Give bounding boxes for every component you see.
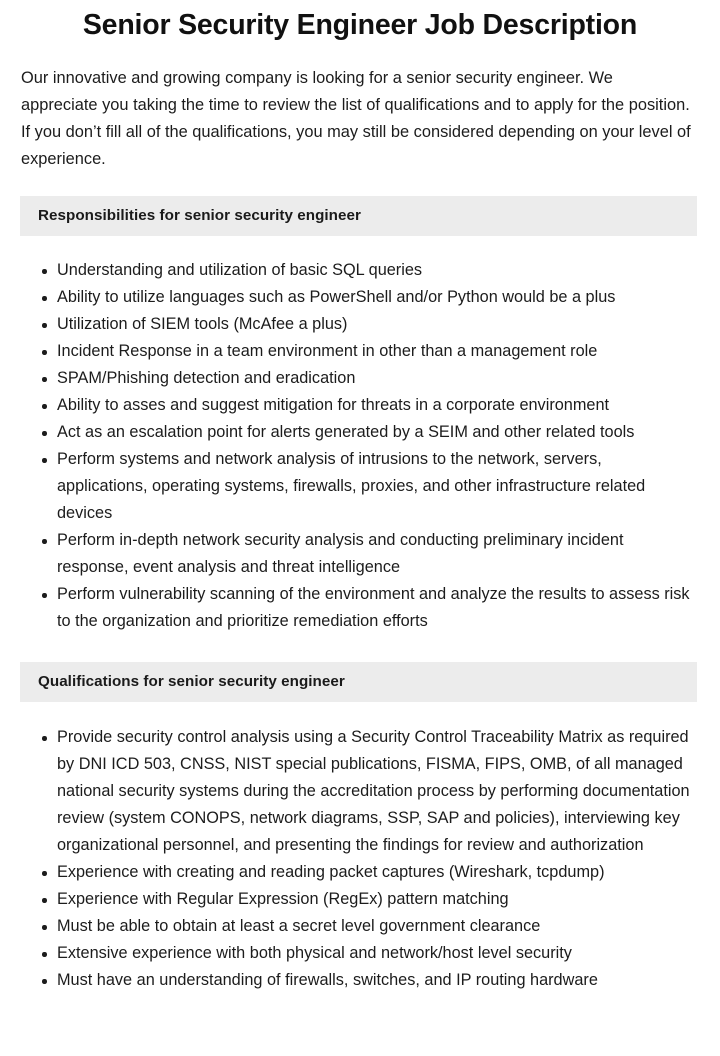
spacer-before-responsibilities — [0, 173, 720, 196]
section-header-wrap-responsibilities — [0, 196, 720, 236]
list-item: Ability to asses and suggest mitigation for threats in a corporate environment — [0, 392, 720, 419]
list-item: Provide security control analysis using a Security Control Traceability Matrix as required by DNI ICD 503, CNSS, NIST special publications, FISMA, FIPS, OMB, of all managed national security systems during the accreditation process by performing documentation review (system CONOPS, network diagrams, SSP, SAP and policies), interviewing key organizational personnel, and presenting the findings for review and authorization — [0, 724, 720, 859]
list-item: Experience with creating and reading packet captures (Wireshark, tcpdump) — [0, 859, 720, 886]
list-item: Incident Response in a team environment in other than a management role — [0, 338, 720, 365]
section-heading-label: Responsibilities for senior security engineer — [38, 207, 361, 224]
list-item: Act as an escalation point for alerts generated by a SEIM and other related tools — [0, 419, 720, 446]
responsibilities-list — [0, 236, 720, 635]
qualifications-list — [0, 702, 720, 994]
list-item: Experience with Regular Expression (RegEx) pattern matching — [0, 886, 720, 913]
list-item: Perform vulnerability scanning of the environment and analyze the results to assess risk to the organization and prioritize remediation efforts — [0, 581, 720, 635]
list-item: Must be able to obtain at least a secret level government clearance — [0, 913, 720, 940]
page-title: Senior Security Engineer Job Description — [82, 9, 638, 41]
section-qualifications — [0, 662, 720, 994]
section-responsibilities — [0, 196, 720, 635]
list-item: Ability to utilize languages such as PowerShell and/or Python would be a plus — [0, 284, 720, 311]
spacer-before-qualifications — [0, 635, 720, 662]
section-header-responsibilities — [20, 196, 697, 236]
section-heading-label: Qualifications for senior security engineer — [38, 673, 345, 690]
list-item: Must have an understanding of firewalls, switches, and IP routing hardware — [0, 967, 720, 994]
list-item: SPAM/Phishing detection and eradication — [0, 365, 720, 392]
section-header-qualifications — [20, 662, 697, 702]
list-item: Extensive experience with both physical and network/host level security — [0, 940, 720, 967]
section-header-wrap-qualifications — [0, 662, 720, 702]
list-item: Perform systems and network analysis of intrusions to the network, servers, applications, operating systems, firewalls, proxies, and other infrastructure related devices — [0, 446, 720, 527]
intro-paragraph: Our innovative and growing company is looking for a senior security engineer. We appreciate you taking the time to review the list of qualifications and to apply for the position. If you don’t fill all of the qualifications, you may still be considered depending on your level of experience. — [21, 69, 691, 168]
list-item: Utilization of SIEM tools (McAfee a plus) — [0, 311, 720, 338]
list-item: Perform in-depth network security analysis and conducting preliminary incident response, event analysis and threat intelligence — [0, 527, 720, 581]
list-item: Understanding and utilization of basic SQL queries — [0, 257, 720, 284]
